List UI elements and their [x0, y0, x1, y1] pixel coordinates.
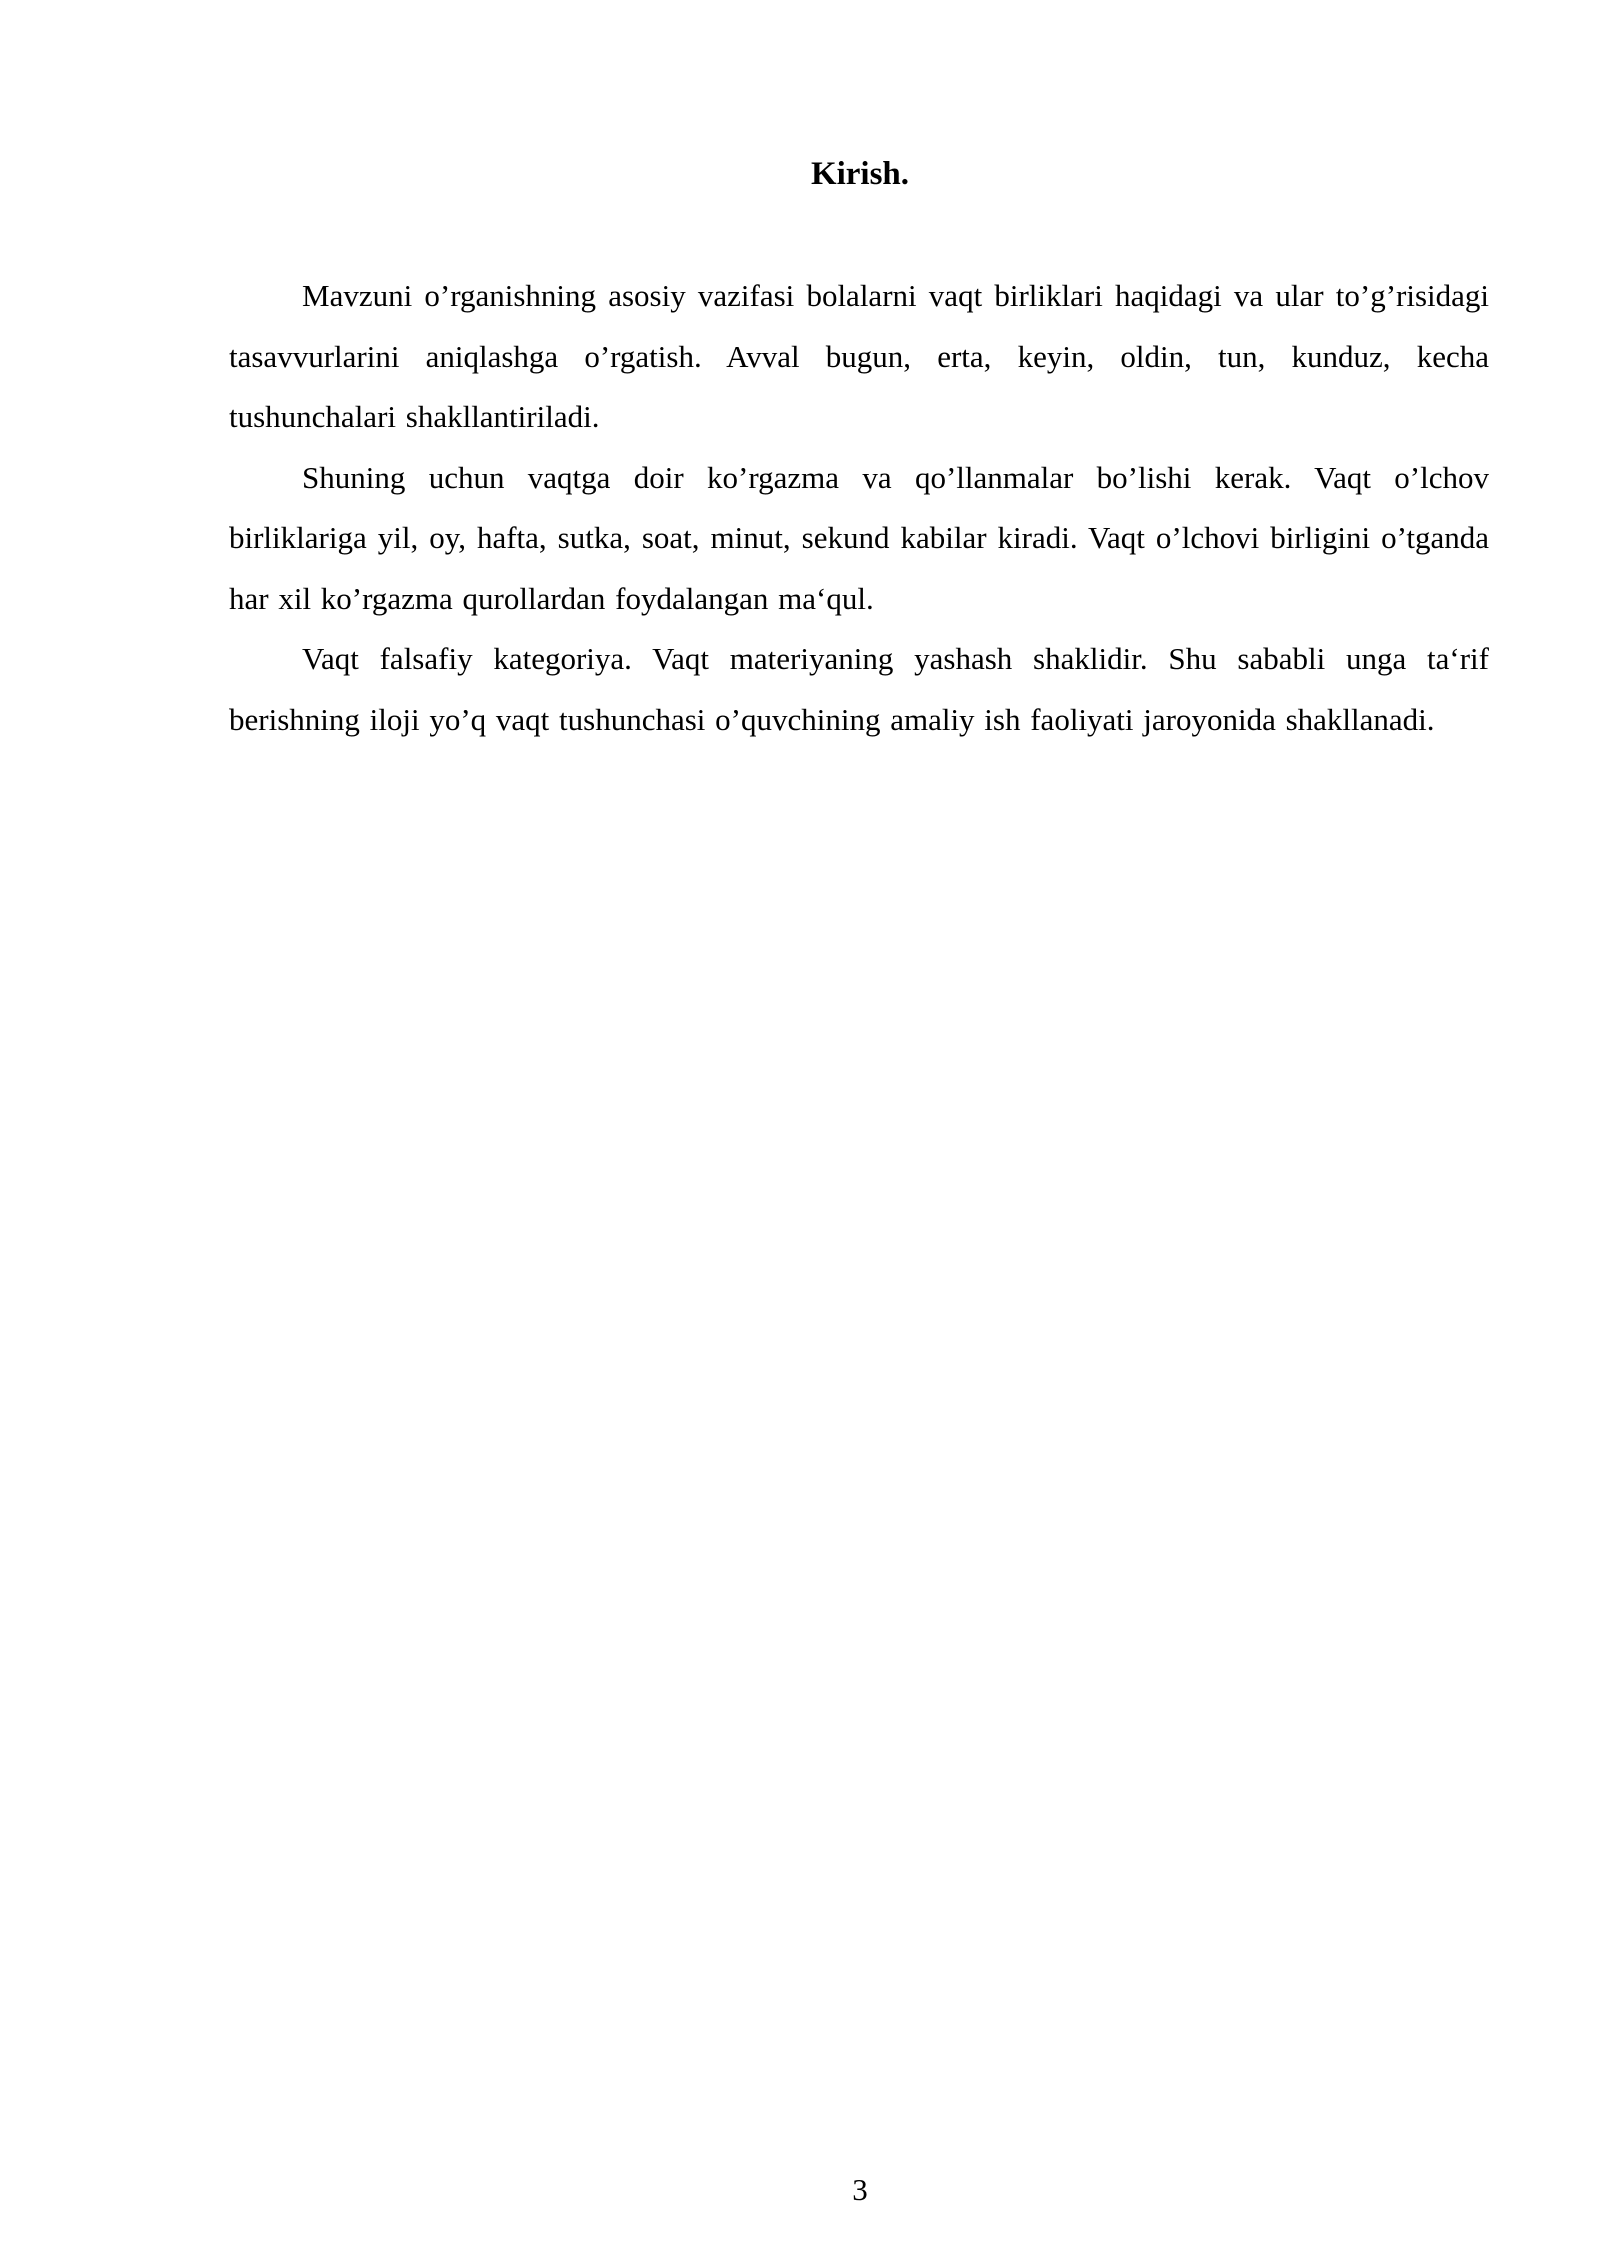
paragraph-1: Mavzuni o’rganishning asosiy vazifasi bolalarni vaqt birliklari haqidagi va ular to’g’risidagi tasavvurlarini aniqlashga o’rgatish. Avval bugun, erta, keyin, oldin, tun, kunduz, kecha tushunchalari shakllantiriladi.	[229, 278, 1489, 434]
page-title: Kirish.	[810, 156, 910, 192]
paragraph-3: Vaqt falsafiy kategoriya. Vaqt materiyaning yashash shaklidir. Shu sababli unga ta‘rif berishning iloji yo’q vaqt tushunchasi o’quvchining amaliy ish faoliyati jaroyonida shakllanadi.	[229, 641, 1489, 737]
page-number: 3	[852, 2172, 868, 2207]
body-text	[229, 266, 1489, 750]
paragraph-2: Shuning uchun vaqtga doir ko’rgazma va qo’llanmalar bo’lishi kerak. Vaqt o’lchov birliklariga yil, oy, hafta, sutka, soat, minut, sekund kabilar kiradi. Vaqt o’lchovi birligini o’tganda har xil ko’rgazma qurollardan foydalangan ma‘qul.	[229, 459, 1489, 616]
